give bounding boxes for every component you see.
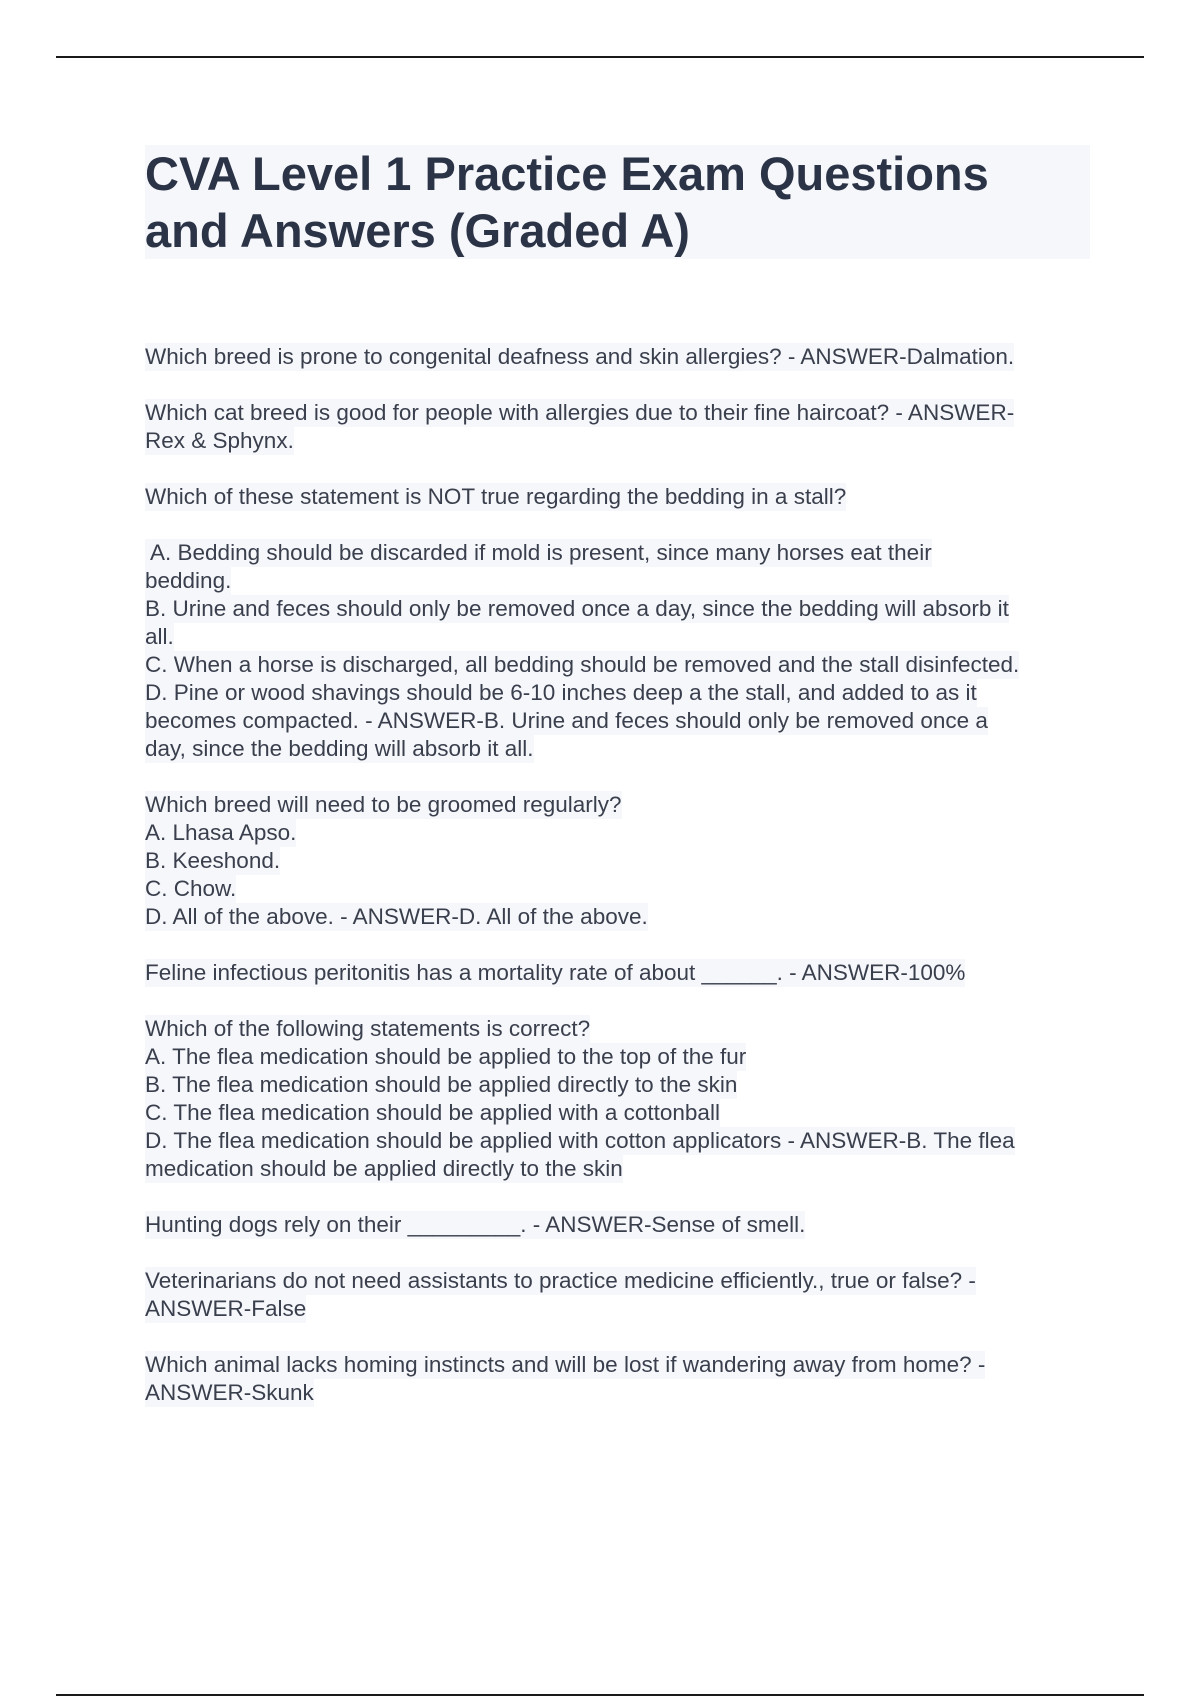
qa-block <box>145 1015 1090 1183</box>
qa-line: D. All of the above. - ANSWER-D. All of the above. <box>145 904 648 929</box>
qa-line: medication should be applied directly to the skin <box>145 1156 623 1181</box>
qa-line: becomes compacted. - ANSWER-B. Urine and feces should only be removed once a <box>145 708 988 733</box>
qa-line: C. Chow. <box>145 876 237 901</box>
qa-block <box>145 1351 1090 1407</box>
qa-line: Which breed will need to be groomed regularly? <box>145 792 622 817</box>
qa-line: Veterinarians do not need assistants to practice medicine efficiently., true or false? - <box>145 1268 976 1293</box>
qa-block <box>145 399 1090 455</box>
qa-line: ANSWER-Skunk <box>145 1380 314 1405</box>
qa-line: Which of these statement is NOT true regarding the bedding in a stall? <box>145 484 847 509</box>
qa-line: B. The flea medication should be applied directly to the skin <box>145 1072 738 1097</box>
title-line: and Answers (Graded A) <box>145 204 690 257</box>
qa-line: B. Urine and feces should only be removed once a day, since the bedding will absorb it <box>145 596 1009 621</box>
qa-line: D. The flea medication should be applied with cotton applicators - ANSWER-B. The flea <box>145 1128 1015 1153</box>
document-title <box>145 145 1090 259</box>
bottom-rule <box>56 1694 1144 1696</box>
qa-line: Rex & Sphynx. <box>145 428 294 453</box>
qa-line: Which of the following statements is correct? <box>145 1016 591 1041</box>
qa-line: A. Lhasa Apso. <box>145 820 297 845</box>
qa-line: D. Pine or wood shavings should be 6-10 inches deep a the stall, and added to as it <box>145 680 977 705</box>
qa-list <box>145 343 1090 1407</box>
qa-block <box>145 1267 1090 1323</box>
qa-line: Which breed is prone to congenital deafness and skin allergies? - ANSWER-Dalmation. <box>145 344 1015 369</box>
top-rule <box>56 56 1144 58</box>
title-line: CVA Level 1 Practice Exam Questions <box>145 147 989 200</box>
qa-block <box>145 791 1090 931</box>
qa-line: Hunting dogs rely on their _________. - ANSWER-Sense of smell. <box>145 1212 806 1237</box>
qa-line: day, since the bedding will absorb it all. <box>145 736 534 761</box>
qa-line: C. When a horse is discharged, all bedding should be removed and the stall disinfected. <box>145 652 1020 677</box>
qa-block <box>145 483 1090 511</box>
qa-line: ANSWER-False <box>145 1296 307 1321</box>
qa-block <box>145 343 1090 371</box>
qa-line: Which animal lacks homing instincts and will be lost if wandering away from home? - <box>145 1352 986 1377</box>
qa-line: A. Bedding should be discarded if mold is present, since many horses eat their <box>145 540 932 565</box>
qa-line: all. <box>145 624 174 649</box>
qa-line: bedding. <box>145 568 232 593</box>
qa-line: Which cat breed is good for people with allergies due to their fine haircoat? - ANSWER- <box>145 400 1015 425</box>
qa-line: B. Keeshond. <box>145 848 281 873</box>
qa-line: Feline infectious peritonitis has a mortality rate of about ______. - ANSWER-100% <box>145 960 966 985</box>
qa-line: C. The flea medication should be applied with a cottonball <box>145 1100 720 1125</box>
document-body <box>145 145 1090 1435</box>
qa-block <box>145 1211 1090 1239</box>
qa-block <box>145 539 1090 763</box>
qa-block <box>145 959 1090 987</box>
qa-line: A. The flea medication should be applied to the top of the fur <box>145 1044 747 1069</box>
